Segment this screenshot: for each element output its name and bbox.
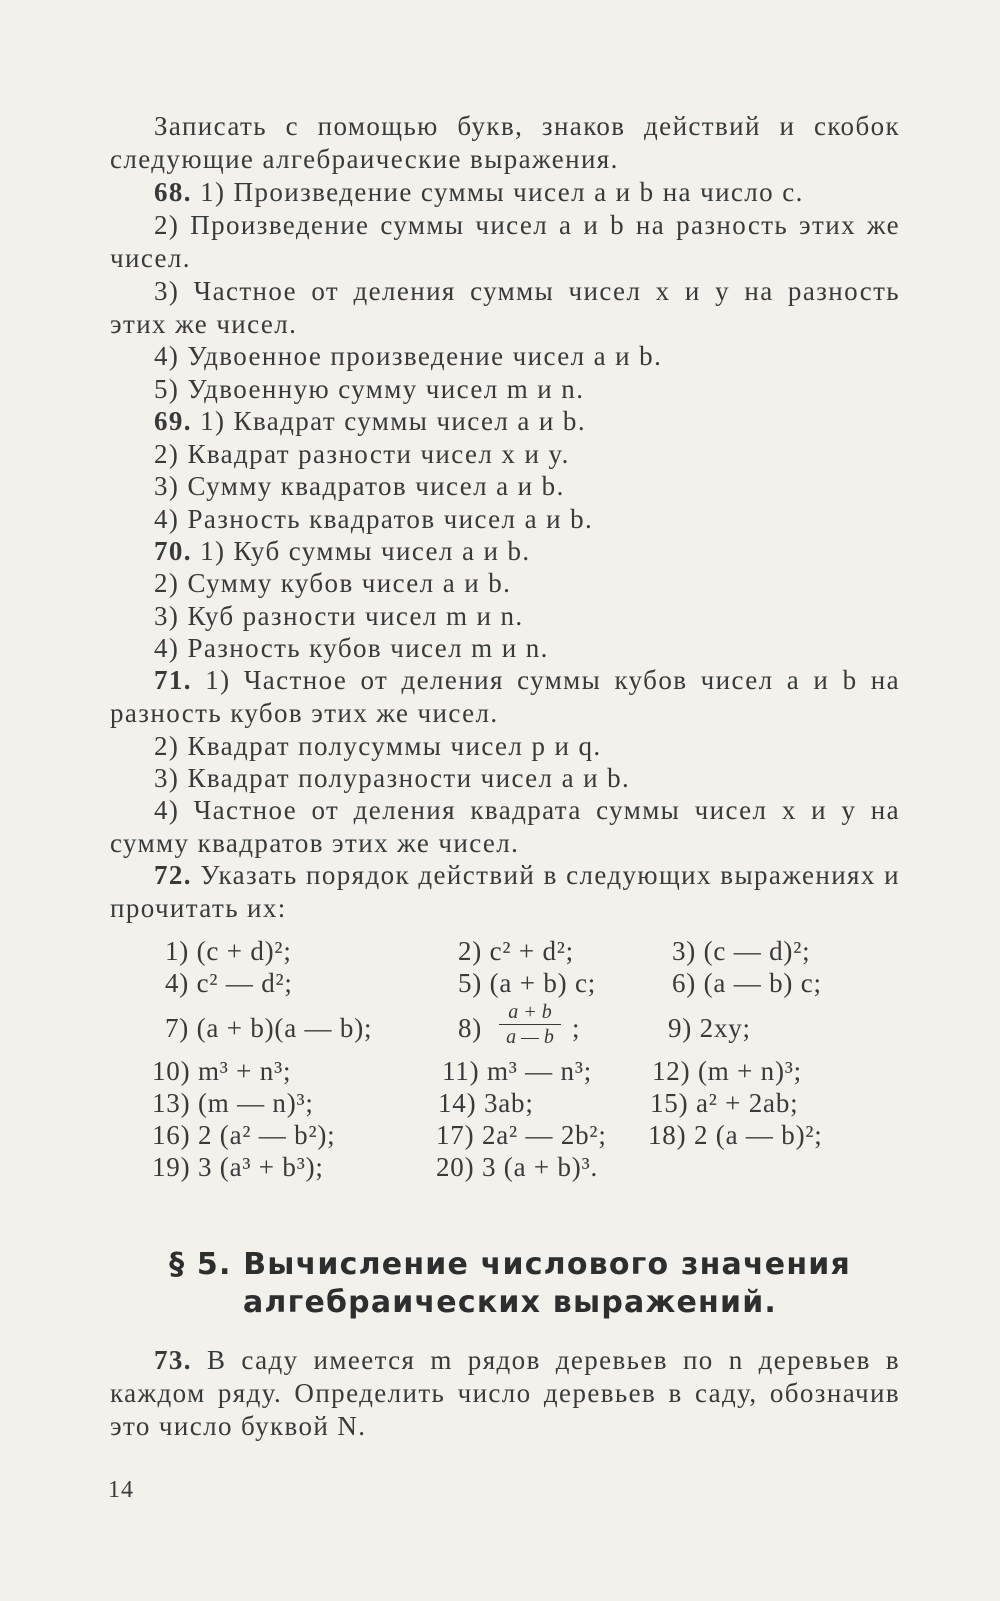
fraction-denominator: a — b: [506, 1026, 554, 1048]
expression-15: 15) a² + 2ab;: [650, 1088, 799, 1118]
expression-5: 5) (a + b) c;: [458, 968, 597, 998]
fraction-bar: [499, 1024, 561, 1025]
expression-20: 20) 3 (a + b)³.: [436, 1152, 599, 1182]
problem-70-item-3: 3) Куб разности чисел m и n.: [154, 601, 524, 631]
problem-72-text: 72. Указать порядок действий в следующих выражениях и прочитать их:: [110, 860, 900, 923]
problem-71-item-1: 71. 1) Частное от деления суммы кубов чисел a и b на разность кубов этих же чисел.: [110, 665, 900, 728]
problem-69-item-1: 69. 1) Квадрат суммы чисел a и b.: [154, 406, 586, 436]
expression-17: 17) 2a² — 2b²;: [436, 1120, 607, 1150]
expression-7: 7) (a + b)(a — b);: [165, 1013, 373, 1043]
problem-71-item-4: 4) Частное от деления квадрата суммы чисел x и y на сумму квадратов этих же чисел.: [110, 795, 900, 858]
expression-6: 6) (a — b) c;: [672, 968, 822, 998]
expression-1: 1) (c + d)²;: [165, 936, 292, 966]
expression-8-fraction: [495, 1002, 565, 1047]
fraction-numerator: a + b: [508, 1001, 552, 1023]
problem-71-item-3: 3) Квадрат полуразности чисел a и b.: [154, 763, 631, 793]
problem-71-item-2: 2) Квадрат полусуммы чисел p и q.: [154, 731, 602, 761]
problem-70-item-4: 4) Разность кубов чисел m и n.: [154, 633, 549, 663]
problem-68-item-4: 4) Удвоенное произведение чисел a и b.: [154, 341, 663, 371]
expression-18: 18) 2 (a — b)²;: [648, 1120, 823, 1150]
problem-69-item-2: 2) Квадрат разности чисел x и y.: [154, 439, 570, 469]
problem-69-item-4: 4) Разность квадратов чисел a и b.: [154, 504, 594, 534]
problem-68-item-3: 3) Частное от деления суммы чисел x и y на разность этих же чисел.: [110, 276, 900, 339]
expression-9: 9) 2xy;: [668, 1013, 751, 1043]
problem-70-item-2: 2) Сумму кубов чисел a и b.: [154, 568, 512, 598]
problem-73-text: 73. В саду имеется m рядов деревьев по n деревьев в каждом ряду. Определить число деревьев в саду, обозначив это число буквой N.: [110, 1345, 900, 1441]
problem-70-item-1: 70. 1) Куб суммы чисел a и b.: [154, 536, 531, 566]
problem-68-item-5: 5) Удвоенную сумму чисел m и n.: [154, 374, 585, 404]
expression-11: 11) m³ — n³;: [442, 1056, 593, 1086]
expression-8-semicolon: ;: [572, 1013, 581, 1043]
expression-13: 13) (m — n)³;: [152, 1088, 314, 1118]
intro-paragraph: Записать с помощью букв, знаков действий и скобок следующие алгебраические выражения.: [110, 111, 900, 174]
problem-69-item-3: 3) Сумму квадратов чисел a и b.: [154, 471, 565, 501]
expression-10: 10) m³ + n³;: [152, 1056, 292, 1086]
section-title-line-2: алгебраических выражений.: [242, 1285, 778, 1320]
section-title-line-1: § 5. Вычисление числового значения: [169, 1247, 851, 1282]
expression-19: 19) 3 (a³ + b³);: [152, 1152, 324, 1182]
expression-14: 14) 3ab;: [438, 1088, 534, 1118]
expression-2: 2) c² + d²;: [458, 936, 574, 966]
expression-8-number: 8): [458, 1013, 483, 1043]
page-number: 14: [108, 1477, 134, 1503]
expression-4: 4) c² — d²;: [165, 968, 293, 998]
problem-68-item-1: 68. 1) Произведение суммы чисел a и b на число c.: [154, 177, 804, 207]
expression-16: 16) 2 (a² — b²);: [152, 1120, 336, 1150]
expression-12: 12) (m + n)³;: [652, 1056, 802, 1086]
expression-3: 3) (c — d)²;: [672, 936, 811, 966]
problem-68-item-2: 2) Произведение суммы чисел a и b на разность этих же чисел.: [110, 210, 900, 273]
